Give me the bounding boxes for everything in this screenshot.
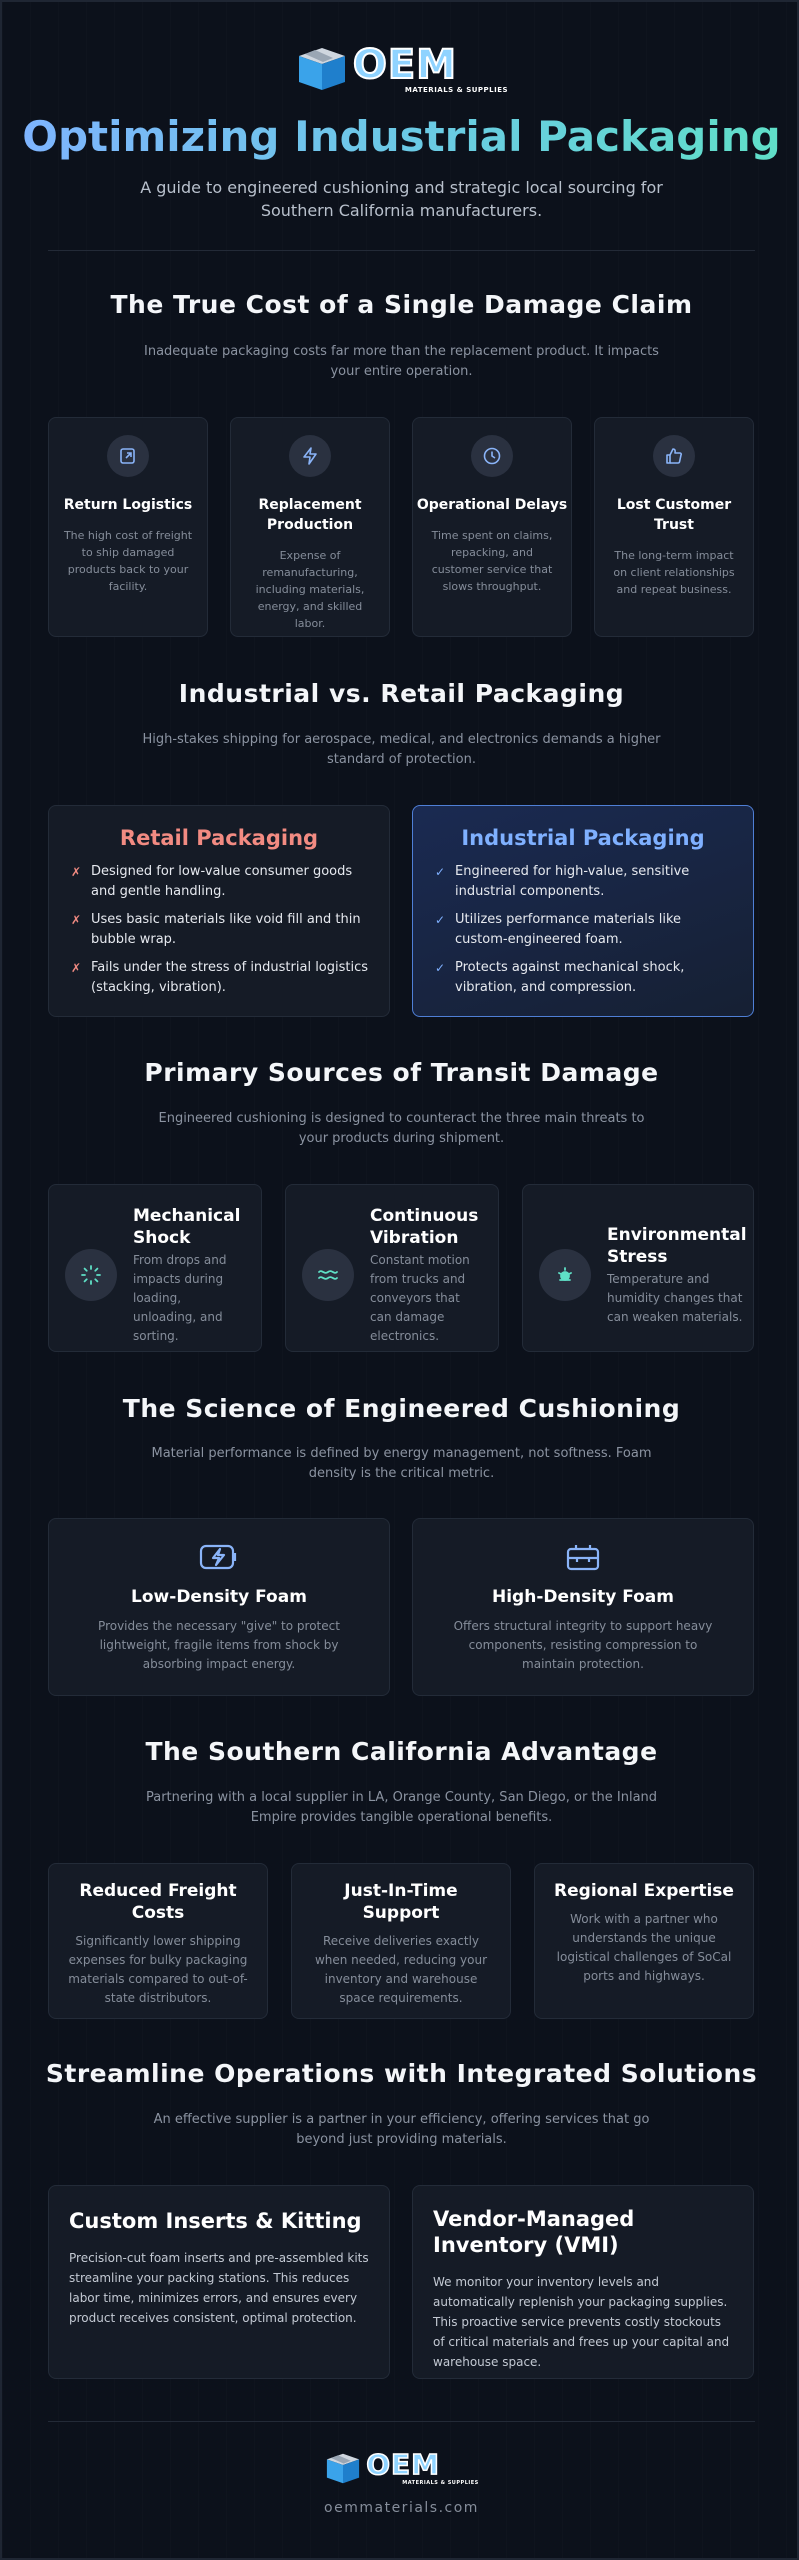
- x-mark-icon: ✗: [71, 961, 82, 975]
- card-title: Lost Customer Trust: [616, 497, 732, 533]
- check-mark-icon: ✓: [435, 865, 446, 879]
- logo-wordmark: OEM: [366, 2448, 441, 2481]
- industrial-packaging-card: [412, 805, 754, 1017]
- list-item: [435, 910, 735, 950]
- card-description: Expense of remanufacturing, including materials, energy, and skilled labor.: [255, 549, 365, 630]
- section-title-science: The Science of Engineered Cushioning: [122, 1394, 681, 1423]
- list-item: [435, 958, 735, 998]
- source-card-continuous-vibration: [285, 1184, 499, 1352]
- source-card-mechanical-shock: [48, 1184, 262, 1352]
- foam-card-low-density: [48, 1518, 390, 1696]
- list-item-text: Utilizes performance materials like custom-engineered foam.: [455, 912, 682, 947]
- logo-wordmark: OEM: [352, 41, 458, 88]
- advantage-card-reduced-freight: [48, 1863, 268, 2019]
- source-card-environmental-stress: [522, 1184, 754, 1352]
- list-item: [71, 862, 371, 902]
- card-title: High-Density Foam: [492, 1587, 674, 1607]
- list-item: [71, 910, 371, 950]
- list-item-text: Engineered for high-value, sensitive industrial components.: [455, 864, 690, 899]
- retail-packaging-title: Retail Packaging: [119, 826, 319, 850]
- return-box-icon: [107, 435, 149, 477]
- card-description: We monitor your inventory levels and automatically replenish your packaging supplies. This proactive service prevents costly stockouts of critical materials and frees up your capital and warehouse space.: [433, 2275, 730, 2369]
- card-description: Receive deliveries exactly when needed, reducing your inventory and warehouse space requirements.: [314, 1934, 488, 2005]
- card-title: Reduced Freight Costs: [79, 1881, 237, 1923]
- card-description: Provides the necessary "give" to protect lightweight, fragile items from shock by absorbing impact energy.: [98, 1619, 340, 1671]
- section-subtitle-damage: Inadequate packaging costs far more than the replacement product. It impacts your entire operation.: [144, 344, 659, 379]
- industrial-packaging-title: Industrial Packaging: [461, 826, 705, 850]
- page-subtitle: A guide to engineered cushioning and strategic local sourcing for Southern California manufacturers.: [140, 178, 663, 220]
- list-item-text: Protects against mechanical shock, vibration, and compression.: [455, 960, 685, 995]
- vibration-wave-icon: [302, 1249, 354, 1301]
- battery-bolt-icon: [199, 1541, 239, 1573]
- section-subtitle-comparison: High-stakes shipping for aerospace, medical, and electronics demands a higher standard of protection.: [142, 732, 661, 767]
- divider: [48, 2421, 755, 2422]
- card-description: Constant motion from trucks and conveyors that can damage electronics.: [370, 1252, 470, 1343]
- footer-logo[interactable]: [2, 2448, 799, 2486]
- cost-card-return-logistics: [48, 417, 208, 637]
- card-title: Just-In-Time Support: [344, 1881, 458, 1923]
- card-title: Environmental Stress: [607, 1224, 747, 1267]
- x-mark-icon: ✗: [71, 865, 82, 879]
- section-subtitle-sources: Engineered cushioning is designed to counteract the three main threats to your products during shipment.: [158, 1111, 645, 1146]
- check-mark-icon: ✓: [435, 961, 446, 975]
- list-item-text: Uses basic materials like void fill and thin bubble wrap.: [91, 912, 361, 947]
- card-description: Work with a partner who understands the unique logistical challenges of SoCal ports and highways.: [556, 1912, 732, 1983]
- section-title-advantage: The Southern California Advantage: [145, 1737, 658, 1766]
- card-title: Vendor-Managed Inventory (VMI): [433, 2207, 635, 2257]
- card-description: Offers structural integrity to support heavy components, resisting compression to maintain protection.: [453, 1619, 713, 1671]
- logo-tagline: MATERIALS & SUPPLIES: [404, 85, 509, 94]
- foam-card-high-density: [412, 1518, 754, 1696]
- card-title: Continuous Vibration: [370, 1205, 479, 1248]
- card-description: Temperature and humidity changes that can weaken materials.: [607, 1271, 743, 1324]
- card-title: Operational Delays: [416, 497, 568, 513]
- card-description: Precision-cut foam inserts and pre-assembled kits streamline your packing stations. This reduces labor time, minimizes errors, and ensures every product receives consistent, optimal protection.: [69, 2251, 369, 2325]
- header-logo[interactable]: [2, 41, 799, 94]
- advantage-card-just-in-time: [291, 1863, 511, 2019]
- card-description: The high cost of freight to ship damaged products back to your facility.: [63, 529, 193, 593]
- section-subtitle-science: Material performance is defined by energy management, not softness. Foam density is the critical metric.: [151, 1446, 652, 1481]
- section-title-sources: Primary Sources of Transit Damage: [144, 1058, 659, 1087]
- section-subtitle-solutions: An effective supplier is a partner in your efficiency, offering services that go beyond just providing materials.: [153, 2112, 650, 2147]
- cost-card-operational-delays: [412, 417, 572, 637]
- card-title: Regional Expertise: [554, 1881, 734, 1901]
- list-item: [435, 862, 735, 902]
- divider: [48, 250, 755, 251]
- card-description: From drops and impacts during loading, unloading, and sorting.: [133, 1252, 227, 1343]
- footer-website-link[interactable]: oemmaterials.com: [324, 2500, 479, 2516]
- card-title: Low-Density Foam: [131, 1587, 307, 1607]
- page-title: Optimizing Industrial Packaging: [2, 112, 799, 161]
- card-description: Significantly lower shipping expenses for bulky packaging materials compared to out-of-state distributors.: [68, 1934, 248, 2005]
- solution-card-vmi: [412, 2185, 754, 2379]
- component-icon: [565, 1541, 601, 1573]
- shock-burst-icon: [65, 1249, 117, 1301]
- section-title-comparison: Industrial vs. Retail Packaging: [178, 679, 625, 708]
- x-mark-icon: ✗: [71, 913, 82, 927]
- thumbs-up-icon: [653, 435, 695, 477]
- list-item-text: Fails under the stress of industrial logistics (stacking, vibration).: [91, 960, 369, 995]
- clock-icon: [471, 435, 513, 477]
- card-description: The long-term impact on client relationships and repeat business.: [613, 549, 735, 596]
- section-subtitle-advantage: Partnering with a local supplier in LA, Orange County, San Diego, or the Inland Empire provides tangible operational benefits.: [145, 1790, 658, 1825]
- retail-packaging-card: [48, 805, 390, 1017]
- logo-tagline: MATERIALS & SUPPLIES: [402, 2480, 479, 2486]
- temperature-icon: [539, 1249, 591, 1301]
- box-logo-icon: [295, 44, 349, 94]
- check-mark-icon: ✓: [435, 913, 446, 927]
- list-item: [71, 958, 371, 998]
- lightning-icon: [289, 435, 331, 477]
- card-description: Time spent on claims, repacking, and customer service that slows throughput.: [431, 529, 553, 593]
- card-title: Replacement Production: [258, 497, 362, 533]
- advantage-card-regional-expertise: [534, 1863, 754, 2019]
- section-title-solutions: Streamline Operations with Integrated Solutions: [45, 2059, 758, 2088]
- section-title-damage: The True Cost of a Single Damage Claim: [110, 290, 693, 319]
- cost-card-lost-customer-trust: [594, 417, 754, 637]
- card-title: Mechanical Shock: [133, 1205, 241, 1248]
- card-title: Return Logistics: [63, 497, 193, 513]
- cost-card-replacement-production: [230, 417, 390, 637]
- list-item-text: Designed for low-value consumer goods and gentle handling.: [91, 864, 353, 899]
- card-title: Custom Inserts & Kitting: [69, 2209, 362, 2233]
- box-logo-icon: [324, 2451, 362, 2486]
- solution-card-custom-inserts: [48, 2185, 390, 2379]
